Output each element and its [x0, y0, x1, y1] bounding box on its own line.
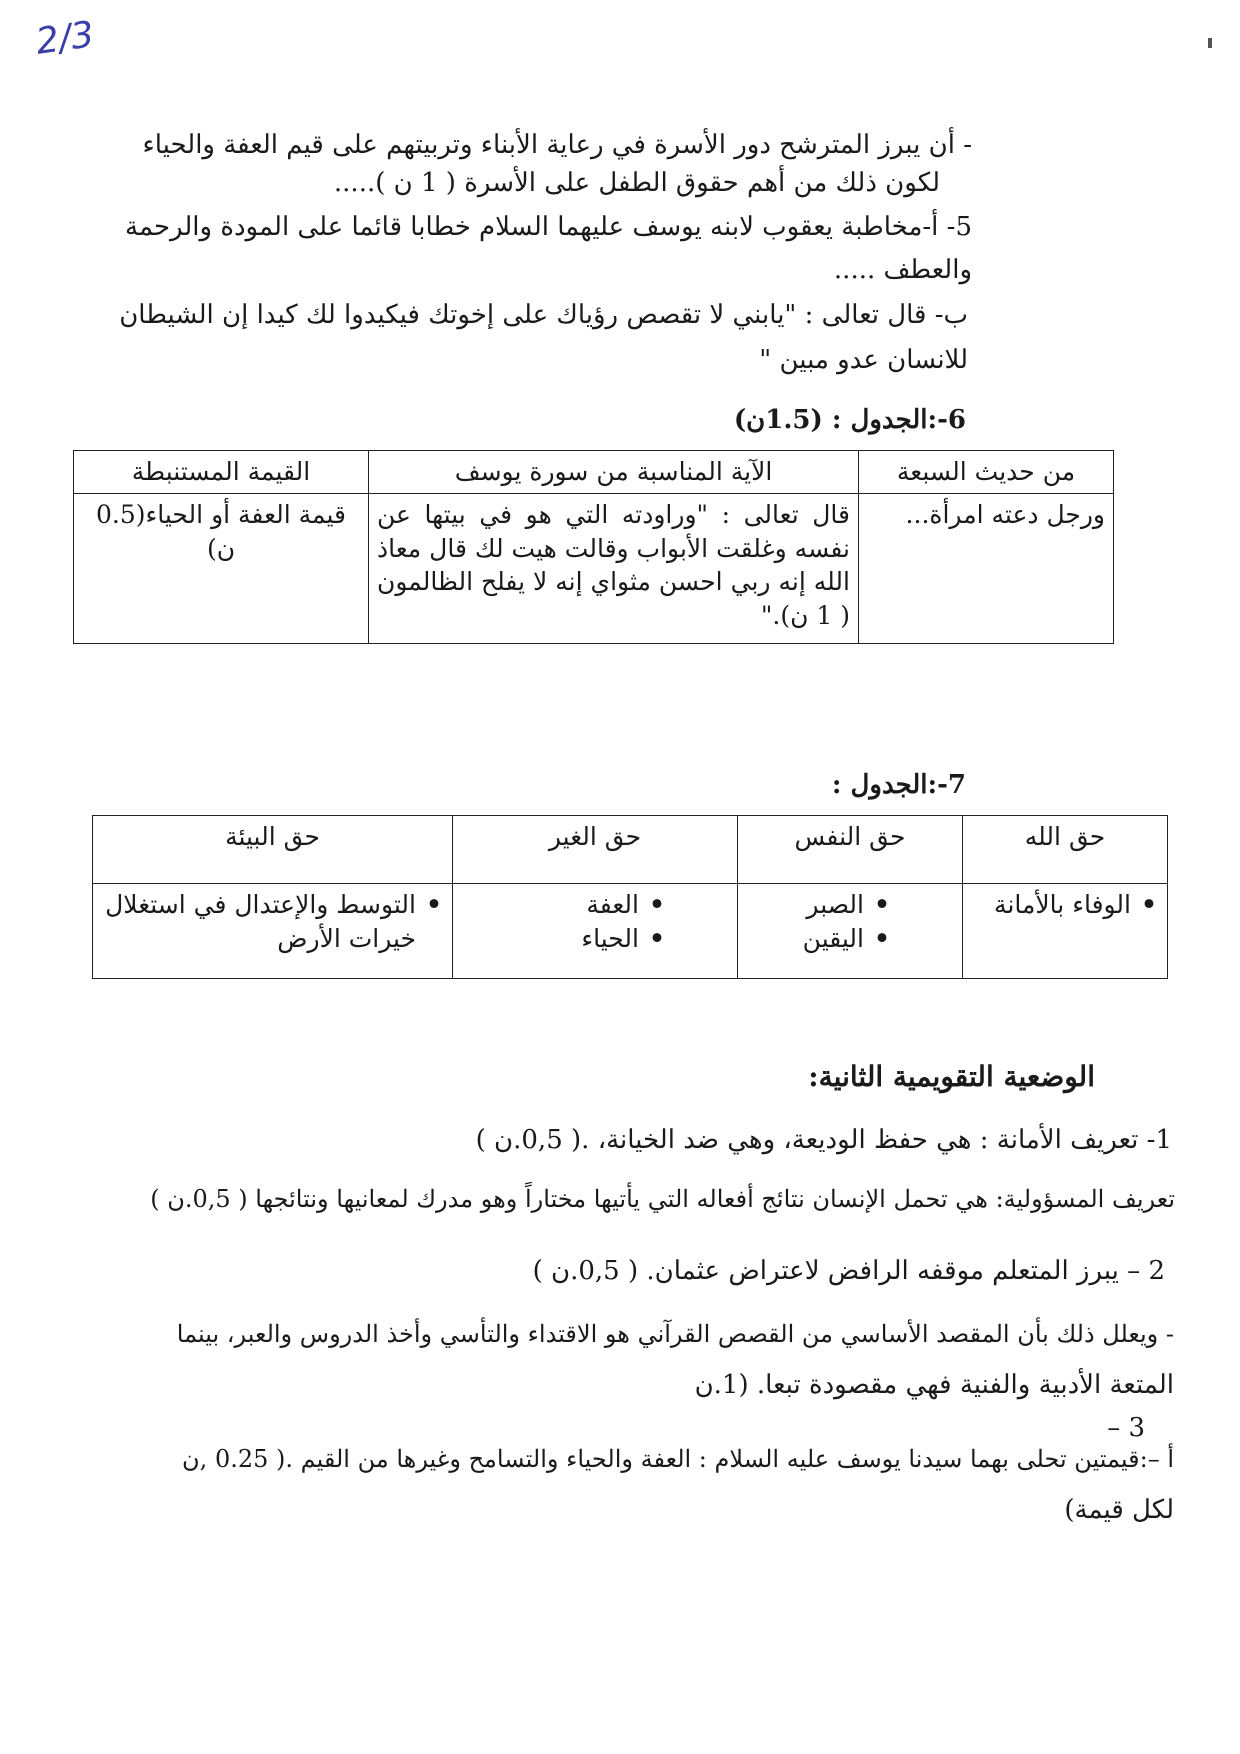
section-heading: الوضعية التقويمية الثانية:: [808, 1060, 1095, 1093]
table6: [73, 450, 1114, 644]
table7-header-others: حق الغير: [453, 816, 738, 884]
list-item: • الحياء: [461, 922, 639, 956]
question-1-responsibility: تعريف المسؤولية: هي تحمل الإنسان نتائج أفعاله التي يأتيها مختاراً وهو مدرك لمعانيها ونتائجها ( 0,5.ن ): [150, 1185, 1175, 1213]
question-2b-line1: - ويعلل ذلك بأن المقصد الأساسي من القصص القرآني هو الاقتداء والتأسي وأخذ الدروس والعبر، بينما: [176, 1320, 1174, 1348]
question-5b-line2: للانسان عدو مبين ": [759, 345, 968, 375]
question-5a-line1: 5- أ-مخاطبة يعقوب لابنه يوسف عليهما السلام خطابا قائما على المودة والرحمة: [125, 212, 972, 242]
table7-header-allah: حق الله: [963, 816, 1168, 884]
table7-cell-environment: [93, 884, 453, 979]
question-1-amana: 1- تعريف الأمانة : هي حفظ الوديعة، وهي ضد الخيانة، .( 0,5.ن ): [475, 1125, 1172, 1155]
table7-cell-others: [453, 884, 738, 979]
list-item: • العفة: [461, 888, 639, 922]
text-line-child-rights: لكون ذلك من أهم حقوق الطفل على الأسرة ( 1 ن ).....: [333, 168, 940, 198]
table7-cell-self: [738, 884, 963, 979]
list-item: • الصبر: [746, 888, 864, 922]
question-2b-line2: المتعة الأدبية والفنية فهي مقصودة تبعا. (1.ن: [694, 1370, 1174, 1400]
list-item: • الوفاء بالأمانة: [971, 888, 1131, 922]
question-2: 2 – يبرز المتعلم موقفه الرافض لاعتراض عثمان. ( 0,5.ن ): [532, 1256, 1165, 1286]
table6-title: 6-:الجدول : (1.5ن): [733, 405, 966, 435]
table6-header-value: القيمة المستنبطة: [74, 451, 369, 494]
question-5a-line2: والعطف .....: [833, 255, 972, 285]
question-3a-line2: لكل قيمة): [1064, 1495, 1174, 1525]
question-3: 3 –: [1107, 1413, 1145, 1443]
table6-header-ayah: الآية المناسبة من سورة يوسف: [369, 451, 859, 494]
table6-cell-value: قيمة العفة أو الحياء(0.5 ن): [74, 493, 369, 643]
text-line-family-role: - أن يبرز المترشح دور الأسرة في رعاية الأبناء وتربيتهم على قيم العفة والحياء: [142, 130, 972, 160]
list-item: • التوسط والإعتدال في استغلال خيرات الأرض: [101, 888, 416, 956]
table6-cell-ayah: قال تعالى : "وراودته التي هو في بيتها عن نفسه وغلقت الأبواب وقالت هيت لك قال معاذ الله إنه ربي احسن مثواي إنه لا يفلح الظالمون ( 1 ن).": [369, 493, 859, 643]
question-5b-line1: ب- قال تعالى : "يابني لا تقصص رؤياك على إخوتك فيكيدوا لك كيدا إن الشيطان: [119, 300, 968, 330]
table7: [92, 815, 1168, 979]
question-3a-line1: أ –:قيمتين تحلى بهما سيدنا يوسف عليه السلام : العفة والحياء والتسامح وغيرها من القيم .( 0.25 ,ن: [182, 1445, 1174, 1473]
table7-title: 7-:الجدول :: [831, 770, 966, 800]
table6-header-hadith: من حديث السبعة: [859, 451, 1114, 494]
scan-mark: [1208, 38, 1212, 48]
list-item: • اليقين: [746, 922, 864, 956]
table6-cell-hadith: ورجل دعته امرأة...: [859, 493, 1114, 643]
page-number-handwritten: 2/3: [33, 14, 97, 63]
table7-header-environment: حق البيئة: [93, 816, 453, 884]
table7-cell-allah: [963, 884, 1168, 979]
table7-header-self: حق النفس: [738, 816, 963, 884]
